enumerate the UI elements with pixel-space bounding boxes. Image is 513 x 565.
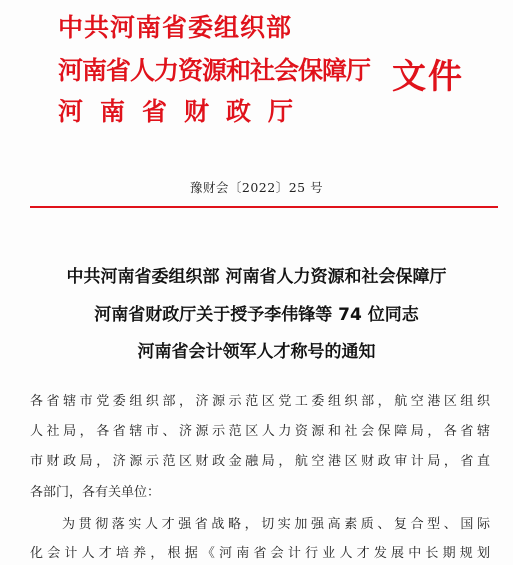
red-separator-line: [30, 206, 498, 208]
document-number: 豫财会〔2022〕25 号: [189, 180, 324, 195]
body-line: 市财政局，济源示范区财政金融局，航空港区财政审计局，省直: [30, 454, 490, 469]
issuer-line-1: 中共河南省委组织部: [58, 13, 293, 42]
title-line-3: 河南省会计领军人才称号的通知: [137, 342, 376, 362]
body-line: 各省辖市党委组织部，济源示范区党工委组织部，航空港区组织: [30, 394, 490, 409]
title-line-2: 河南省财政厅关于授予李伟锋等 74 位同志: [94, 305, 419, 325]
body-line: 化会计人才培养，根据《河南省会计行业人才发展中长期规划: [30, 546, 490, 561]
body-line: 各部门，各有关单位：: [30, 485, 161, 500]
document-suffix: 文件: [392, 57, 464, 97]
body-paragraph-start: 为贯彻落实人才强省战略，切实加强高素质、复合型、国际: [62, 517, 490, 532]
body-line: 人社局，各省辖市、济源示范区人力资源和社会保障局，各省辖: [30, 424, 490, 439]
title-line-1: 中共河南省委组织部 河南省人力资源和社会保障厅: [66, 267, 447, 287]
issuer-line-3: 河南省财政厅: [58, 97, 311, 126]
issuer-line-2: 河南省人力资源和社会保障厅: [58, 56, 371, 85]
